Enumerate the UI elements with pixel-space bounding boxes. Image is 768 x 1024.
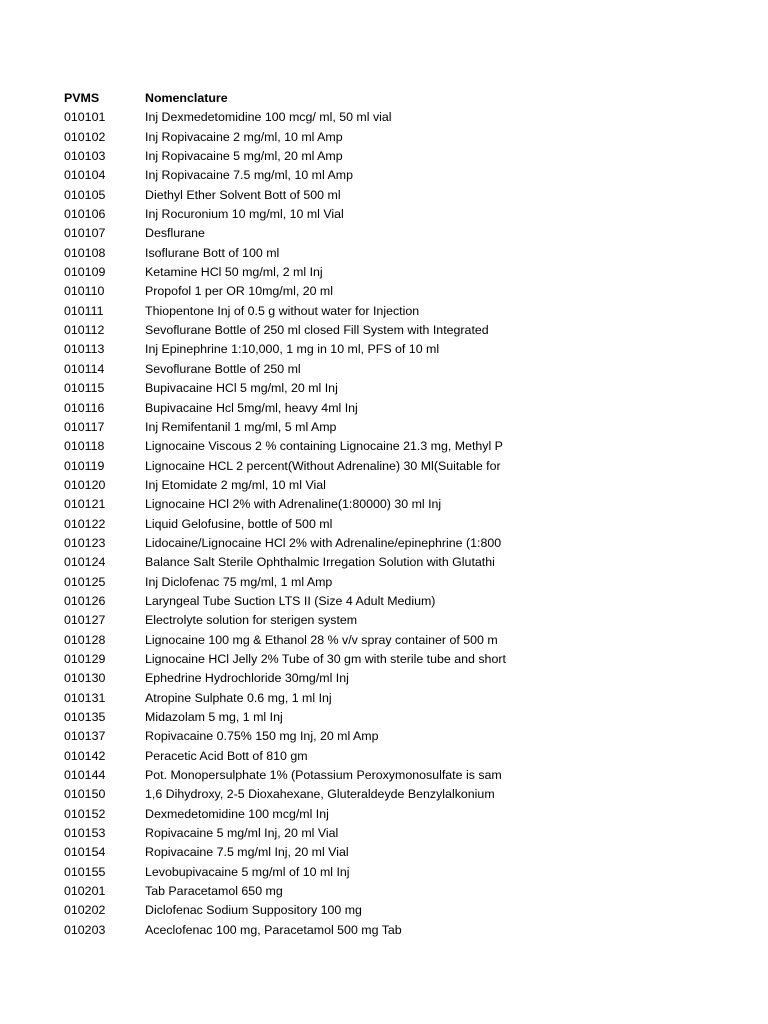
nomenclature-cell: Bupivacaine Hcl 5mg/ml, heavy 4ml Inj (145, 400, 358, 415)
table-header-row (64, 89, 509, 108)
nomenclature-cell: Pot. Monopersulphate 1% (Potassium Peroxymonosulfate is sam (145, 768, 502, 783)
table-row (64, 708, 509, 727)
nomenclature-cell: Desflurane (145, 226, 205, 241)
pvms-code-cell: 010155 (64, 864, 106, 879)
table-row (64, 863, 509, 882)
table-row (64, 727, 509, 746)
nomenclature-cell: Lignocaine HCL 2 percent(Without Adrenaline) 30 Ml(Suitable for (145, 458, 501, 473)
table-row (64, 166, 509, 185)
nomenclature-cell: Inj Rocuronium 10 mg/ml, 10 ml Vial (145, 207, 344, 222)
nomenclature-cell: Ropivacaine 5 mg/ml Inj, 20 ml Vial (145, 826, 339, 841)
table-row (64, 631, 509, 650)
pvms-code-cell: 010104 (64, 168, 106, 183)
nomenclature-cell: Balance Salt Sterile Ophthalmic Irregation Solution with Glutathi (145, 555, 495, 570)
nomenclature-cell: Peracetic Acid Bott of 810 gm (145, 748, 308, 763)
pvms-code-cell: 010119 (64, 458, 105, 473)
table-row (64, 785, 509, 804)
table-row (64, 244, 509, 263)
table-row (64, 650, 509, 669)
table-row (64, 205, 509, 224)
pvms-code-cell: 010142 (64, 748, 106, 763)
nomenclature-cell: Liquid Gelofusine, bottle of 500 ml (145, 516, 333, 531)
pvms-code-cell: 010111 (64, 303, 104, 318)
nomenclature-cell: Bupivacaine HCl 5 mg/ml, 20 ml Inj (145, 381, 338, 396)
table-row (64, 921, 509, 940)
nomenclature-cell: Atropine Sulphate 0.6 mg, 1 ml Inj (145, 690, 332, 705)
pvms-code-cell: 010112 (64, 323, 105, 338)
nomenclature-cell: Inj Remifentanil 1 mg/ml, 5 ml Amp (145, 419, 337, 434)
table-row (64, 843, 509, 862)
pvms-code-cell: 010128 (64, 632, 106, 647)
table-row (64, 457, 509, 476)
pvms-code-cell: 010137 (64, 729, 106, 744)
table-row (64, 573, 509, 592)
nomenclature-cell: Inj Dexmedetomidine 100 mcg/ ml, 50 ml vial (145, 110, 392, 125)
nomenclature-cell: Electrolyte solution for sterigen system (145, 613, 358, 628)
table-row (64, 186, 509, 205)
nomenclature-cell: Midazolam 5 mg, 1 ml Inj (145, 710, 283, 724)
pvms-code-cell: 010153 (64, 826, 106, 841)
nomenclature-cell: Tab Paracetamol 650 mg (145, 884, 283, 899)
pvms-code-cell: 010125 (64, 574, 106, 589)
table-body (64, 108, 509, 940)
pvms-code-cell: 010108 (64, 245, 106, 260)
pvms-code-cell: 010113 (64, 342, 105, 357)
nomenclature-cell: Inj Diclofenac 75 mg/ml, 1 ml Amp (145, 574, 333, 589)
pvms-code-cell: 010154 (64, 845, 106, 860)
column-header-pvms: PVMS (64, 91, 100, 105)
nomenclature-cell: Ketamine HCl 50 mg/ml, 2 ml Inj (145, 265, 323, 280)
pvms-code-cell: 010203 (64, 922, 106, 937)
pvms-code-cell: 010131 (64, 690, 106, 705)
nomenclature-cell: Sevoflurane Bottle of 250 ml closed Fill System with Integrated (145, 323, 489, 338)
nomenclature-cell: Propofol 1 per OR 10mg/ml, 20 ml (145, 284, 334, 299)
table-row (64, 747, 509, 766)
nomenclature-cell: Inj Ropivacaine 5 mg/ml, 20 ml Amp (145, 149, 343, 164)
nomenclature-cell: Sevoflurane Bottle of 250 ml (145, 361, 301, 376)
table-row (64, 611, 509, 630)
table-row (64, 302, 509, 321)
pvms-code-cell: 010201 (64, 884, 106, 899)
pvms-code-cell: 010123 (64, 535, 106, 550)
pvms-code-cell: 010202 (64, 903, 106, 918)
table-row (64, 263, 509, 282)
pvms-code-cell: 010130 (64, 671, 106, 686)
nomenclature-cell: Lignocaine Viscous 2 % containing Lignocaine 21.3 mg, Methyl P (145, 439, 503, 454)
table-row (64, 224, 509, 243)
table-row (64, 553, 509, 572)
pvms-code-cell: 010120 (64, 477, 106, 492)
nomenclature-cell: Diethyl Ether Solvent Bott of 500 ml (145, 187, 341, 202)
pvms-code-cell: 010127 (64, 613, 106, 628)
pvms-code-cell: 010107 (64, 226, 106, 241)
nomenclature-cell: Laryngeal Tube Suction LTS II (Size 4 Adult Medium) (145, 593, 436, 608)
nomenclature-cell: Lidocaine/Lignocaine HCl 2% with Adrenaline/epinephrine (1:800 (145, 535, 502, 550)
pvms-code-cell: 010124 (64, 555, 106, 570)
nomenclature-cell: 1,6 Dihydroxy, 2-5 Dioxahexane, Gluteraldeyde Benzylalkonium (145, 787, 495, 802)
nomenclature-cell: Aceclofenac 100 mg, Paracetamol 500 mg Tab (145, 922, 402, 937)
nomenclature-cell: Ropivacaine 7.5 mg/ml Inj, 20 ml Vial (145, 845, 349, 860)
pvms-code-cell: 010118 (64, 439, 105, 454)
table-row (64, 147, 509, 166)
table-row (64, 340, 509, 359)
nomenclature-cell: Levobupivacaine 5 mg/ml of 10 ml Inj (145, 864, 350, 879)
pvms-code-cell: 010126 (64, 593, 106, 608)
pvms-code-cell: 010102 (64, 129, 106, 144)
pvms-code-cell: 010114 (64, 361, 105, 376)
table-row (64, 437, 509, 456)
table-row (64, 476, 509, 495)
column-header-nomenclature: Nomenclature (145, 91, 228, 105)
table-row (64, 128, 509, 147)
table-row (64, 379, 509, 398)
pvms-code-cell: 010135 (64, 710, 106, 724)
pvms-code-cell: 010144 (64, 768, 106, 783)
pvms-code-cell: 010122 (64, 516, 106, 531)
spreadsheet-table (64, 89, 509, 940)
table-row (64, 669, 509, 688)
pvms-code-cell: 010129 (64, 651, 106, 666)
table-row (64, 515, 509, 534)
pvms-code-cell: 010117 (64, 419, 105, 434)
pvms-code-cell: 010106 (64, 207, 106, 222)
table-row (64, 901, 509, 920)
nomenclature-cell: Thiopentone Inj of 0.5 g without water for Injection (145, 303, 420, 318)
nomenclature-cell: Ephedrine Hydrochloride 30mg/ml Inj (145, 671, 349, 686)
table-row (64, 399, 509, 418)
table-row (64, 282, 509, 301)
table-row (64, 824, 509, 843)
table-row (64, 321, 509, 340)
nomenclature-cell: Inj Etomidate 2 mg/ml, 10 ml Vial (145, 477, 326, 492)
pvms-code-cell: 010116 (64, 400, 105, 415)
table-row (64, 766, 509, 785)
nomenclature-cell: Inj Ropivacaine 7.5 mg/ml, 10 ml Amp (145, 168, 353, 183)
pvms-code-cell: 010103 (64, 149, 106, 164)
table-row (64, 805, 509, 824)
table-row (64, 108, 509, 127)
pvms-code-cell: 010150 (64, 787, 106, 802)
nomenclature-cell: Lignocaine 100 mg & Ethanol 28 % v/v spray container of 500 m (145, 632, 498, 647)
pvms-code-cell: 010110 (64, 284, 105, 299)
nomenclature-cell: Inj Epinephrine 1:10,000, 1 mg in 10 ml, PFS of 10 ml (145, 342, 440, 357)
table-row (64, 360, 509, 379)
nomenclature-cell: Isoflurane Bott of 100 ml (145, 245, 280, 260)
table-row (64, 592, 509, 611)
table-row (64, 689, 509, 708)
nomenclature-cell: Lignocaine HCl Jelly 2% Tube of 30 gm with sterile tube and short (145, 651, 506, 666)
nomenclature-cell: Diclofenac Sodium Suppository 100 mg (145, 903, 362, 918)
nomenclature-cell: Inj Ropivacaine 2 mg/ml, 10 ml Amp (145, 129, 343, 144)
table-row (64, 882, 509, 901)
pvms-code-cell: 010115 (64, 381, 105, 396)
nomenclature-cell: Ropivacaine 0.75% 150 mg Inj, 20 ml Amp (145, 729, 379, 744)
pvms-code-cell: 010109 (64, 265, 106, 280)
pvms-code-cell: 010152 (64, 806, 106, 821)
table-row (64, 495, 509, 514)
table-row (64, 418, 509, 437)
nomenclature-cell: Lignocaine HCl 2% with Adrenaline(1:80000) 30 ml Inj (145, 497, 442, 512)
pvms-code-cell: 010101 (64, 110, 106, 125)
pvms-code-cell: 010105 (64, 187, 106, 202)
pvms-code-cell: 010121 (64, 497, 106, 512)
nomenclature-cell: Dexmedetomidine 100 mcg/ml Inj (145, 806, 329, 821)
table-row (64, 534, 509, 553)
